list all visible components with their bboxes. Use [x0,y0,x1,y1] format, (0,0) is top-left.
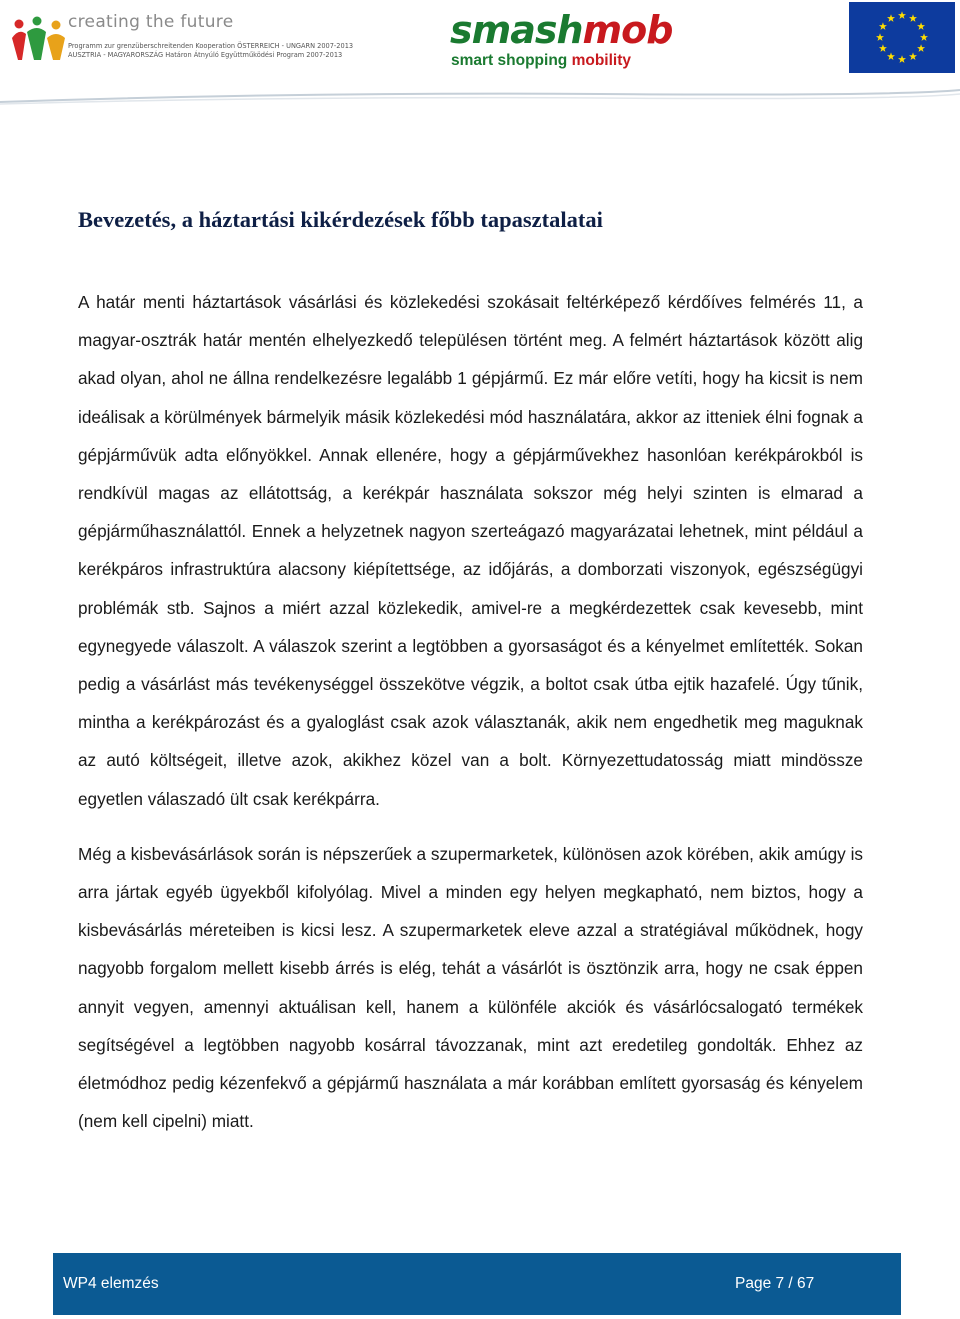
people-figures-icon [10,16,70,62]
header-divider-swoosh [0,80,960,110]
mob-text: mob [582,8,673,52]
smash-text: smash [450,8,583,52]
ctf-program-line-hu: AUSZTRIA - MAGYARORSZÁG Határon Átnyúló Együttműködési Program 2007-2013 [68,51,343,59]
paragraph-2: Még a kisbevásárlások során is népszerűek a szupermarketek, különösen azok körében, akik amúgy is arra jártak egyéb ügyekből kifolyólag. Mivel a minden egy helyen megkapható, nem biztos, hogy a kisbevásárlás méreteiben is kicsi lesz. A szupermarketek eleve azzal a stratégiával működnek, hogy nagyobb forgalom mellett kisebb árrés is elég, tehát a vásárlót is ösztönzik arra, hogy ne csak éppen annyit vegyen, amennyi aktuálisan kell, hanem a különféle akciók és vásárlócsalogató termékek segítségével a legtöbben nagyobb kosárral távozzanak, mint azt eredetileg gondolták. Ehhez az életmódhoz pedig kézenfekvő a gépjármű használata a már korábban említett gyorsaság és kényelem (nem kell cipelni) miatt. [78,843,863,1132]
page-number: Page 7 / 67 [735,1275,815,1292]
smashmob-logo [450,8,673,76]
paragraph-1: A határ menti háztartások vásárlási és közlekedési szokásait feltérképező kérdőíves felmérés 11, a magyar-osztrák határ mentén elhelyezkedő településen történt meg. A felmért háztartások között alig akad olyan, ahol ne állna rendelkezésre legalább 1 gépjármű. Ez már előre vetíti, hogy ha kicsit is nem ideálisak a körülmények bármelyik másik közlekedési mód használatára, akkor az itteniek élni fognak a gépjárművük adta előnyökkel. Annak ellenére, hogy a gépjárművekhez hasonlóan kerékpárokból is rendkívül magas az ellátottság, a kerékpár használata sokszor még helyi szinten is elmarad a gépjárműhasználattól. Ennek a helyzetnek nagyon szerteágazó magyarázatai lehetnek, mint például a kerékpáros infrastruktúra alacsony kiépítettsége, az időjárás, a domborzati viszonyok, egészségügyi problémák stb. Sajnos a miért azzal közlekedik, amivel-re a megkérdezettek csak kevesebb, mint egynegyede válaszolt. A válaszok szerint a legtöbben a gyorsaságot és a kényelmet említették. Sokan pedig a vásárlást más tevékenységgel összekötve végzik, a boltot csak útba ejtik hazafelé. Úgy tűnik, mintha a kerékpározást és a gyaloglást csak azok választanák, akik nem engedhetik meg maguknak az autó költségeit, illetve azok, akikhez közel van a bolt. Környezettudatosság miatt mindössze egyetlen válaszadó ült csak kerékpárra. [78,292,863,809]
ctf-title: creating the future [68,12,234,32]
footer-document-label: WP4 elemzés [63,1275,159,1292]
page-footer [53,1253,901,1315]
smashmob-tagline [451,52,631,70]
page-header [0,0,960,110]
section-heading: Bevezetés, a háztartási kikérdezések főbb tapasztalatai [78,207,603,232]
tagline-main: smart shopping [451,52,572,69]
smashmob-wordmark [450,8,672,52]
eu-flag-icon [849,2,955,73]
tagline-mobility: mobility [571,52,631,69]
creating-the-future-logo [10,12,354,64]
ctf-program-line-de: Programm zur grenzüberschreitenden Kooperation ÖSTERREICH - UNGARN 2007-2013 [68,42,354,50]
document-body [78,195,863,1140]
